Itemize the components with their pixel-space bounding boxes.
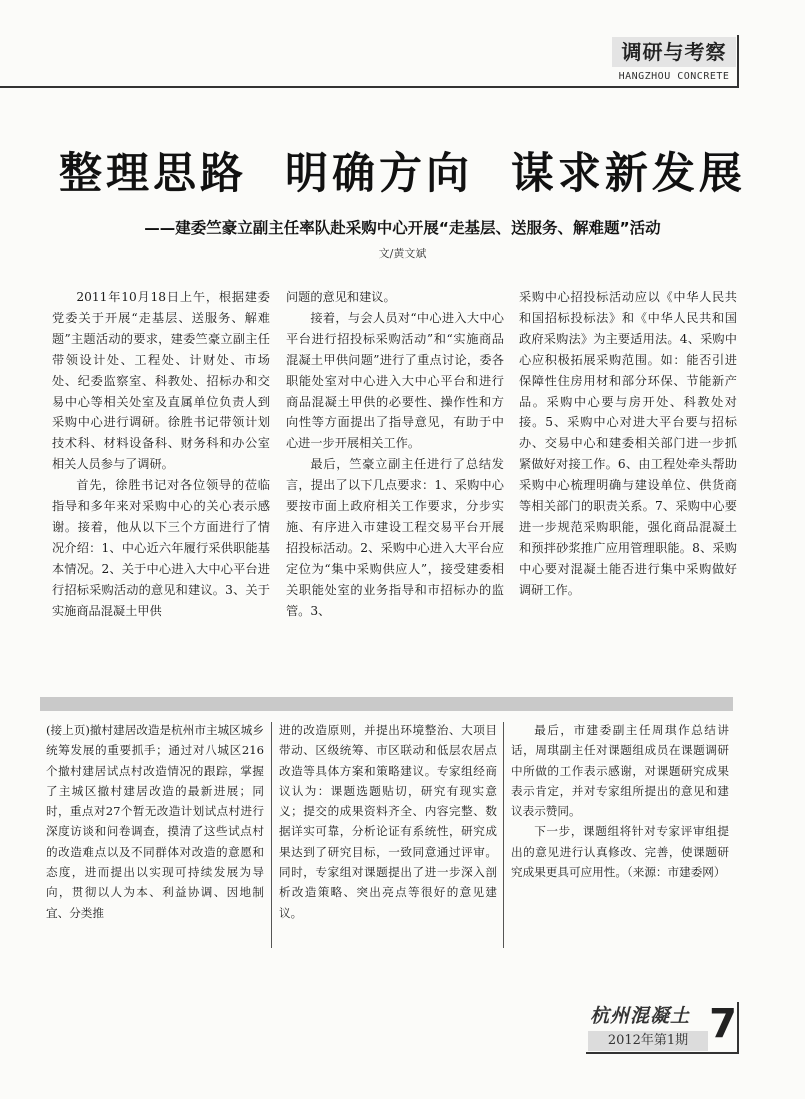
paragraph: 首先，徐胜书记对各位领导的莅临指导和多年来对采购中心的关心表示感谢。接着，他从以下三个方面进行了情况介绍：1、中心近六年履行采供职能基本情况。2、关于中心进入大中心平台进行招标采购活动的意见和建议。3、关于实施商品混凝土甲供 xyxy=(52,478,270,618)
paragraph: 最后，市建委副主任周琪作总结讲话，周琪副主任对课题组成员在课题调研中所做的工作表示感谢，对课题研究成果表示肯定，并对专家组所提出的意见和建议表示赞同。 xyxy=(511,723,729,819)
paragraph: 问题的意见和建议。 xyxy=(286,290,396,304)
section-divider xyxy=(40,697,733,711)
paragraph: 最后，竺豪立副主任进行了总结发言，提出了以下几点要求：1、采购中心要按市面上政府相关工作要求，分步实施、有序进入市建设工程交易平台开展招投标活动。2、采购中心进入大平台应定位为“集中采购供应人”，接受建委相关职能处室的业务指导和市招标办的监管。3、 xyxy=(286,457,504,618)
article-byline: 文/黄文斌 xyxy=(378,247,427,260)
footer-rule xyxy=(586,1052,738,1054)
paragraph: (接上页)撤村建居改造是杭州市主城区城乡统筹发展的重要抓手；通过对八城区216个撤村建居试点村改造情况的跟踪，掌握了主城区撤村建居改造的最新进展；同时，重点对27个暂无改造计划试点村进行深度访谈和问卷调查，摸清了这些试点村的改造难点以及不同群体对改造的意愿和态度，进而提出以实现可持续发展为导向，贯彻以人为本、利益协调、因地制宜、分类推 xyxy=(46,723,264,920)
paragraph: 接着，与会人员对“中心进入大中心平台进行招投标采购活动”和“实施商品混凝土甲供问题”进行了重点讨论，委各职能处室对中心进入大中心平台和进行商品混凝土甲供的必要性、操作性和方向性等方面提出了指导意见，有助于中心进一步开展相关工作。 xyxy=(286,310,504,451)
issue-label: 2012年第1期 xyxy=(588,1031,708,1051)
footer-rule-vertical xyxy=(737,1002,739,1054)
page-number: 7 xyxy=(709,1001,737,1047)
continued-column-1 xyxy=(46,720,264,950)
paragraph: 采购中心招投标活动应以《中华人民共和国招标投标法》和《中华人民共和国政府采购法》为主要适用法。4、采购中心应积极拓展采购范围。如：能否引进保障性住房用材和部分环保、节能新产品。采购中心要与房开处、科教处对接。5、采购中心对进大平台要与招标办、交易中心和建委相关部门进一步抓紧做好对接工作。6、由工程处牵头帮助采购中心梳理明确与建设单位、供货商等相关部门的职责关系。7、采购中心要进一步规范采购职能，强化商品混凝土和预拌砂浆推广应用管理职能。8、采购中心要对混凝土能否进行集中采购做好调研工作。 xyxy=(519,290,737,597)
journal-name-english: HANGZHOU CONCRETE xyxy=(618,71,730,82)
article-column-2 xyxy=(286,287,504,707)
article-column-3 xyxy=(519,287,737,707)
header-rule-vertical xyxy=(737,35,739,88)
paragraph: 下一步，课题组将针对专家评审组提出的意见进行认真修改、完善，使课题研究成果更具可应用性。（来源：市建委网） xyxy=(511,824,729,880)
section-tag: 调研与考察 xyxy=(612,37,736,67)
journal-logo: 杭州混凝土 xyxy=(590,1005,691,1027)
article-title: 整理思路 明确方向 谋求新发展 xyxy=(59,149,746,199)
continued-column-2 xyxy=(279,720,497,950)
header-rule xyxy=(0,86,738,88)
column-rule xyxy=(503,722,504,948)
continued-column-3 xyxy=(511,720,729,910)
column-rule xyxy=(271,722,272,948)
paragraph: 2011年10月18日上午，根据建委党委关于开展“走基层、送服务、解难题”主题活动的要求，建委竺豪立副主任带领设计处、工程处、计财处、市场处、纪委监察室、科教处、招标办和交易中心等相关处室及直属单位负责人到采购中心进行调研。徐胜书记带领计划技术科、材料设备科、财务科和办公室相关人员参与了调研。 xyxy=(52,290,270,472)
article-subtitle: ——建委竺豪立副主任率队赴采购中心开展“走基层、送服务、解难题”活动 xyxy=(144,219,661,237)
paragraph: 进的改造原则，并提出环境整治、大项目带动、区级统筹、市区联动和低层农居点改造等具体方案和策略建议。专家组经商议认为：课题选题贴切，研究有现实意义；提交的成果资料齐全、内容完整、数据详实可靠，分析论证有系统性，研究成果达到了研究目标，一致同意通过评审。同时，专家组对课题提出了进一步深入剖析改造策略、突出亮点等很好的意见建议。 xyxy=(279,723,497,920)
article-column-1 xyxy=(52,287,270,707)
